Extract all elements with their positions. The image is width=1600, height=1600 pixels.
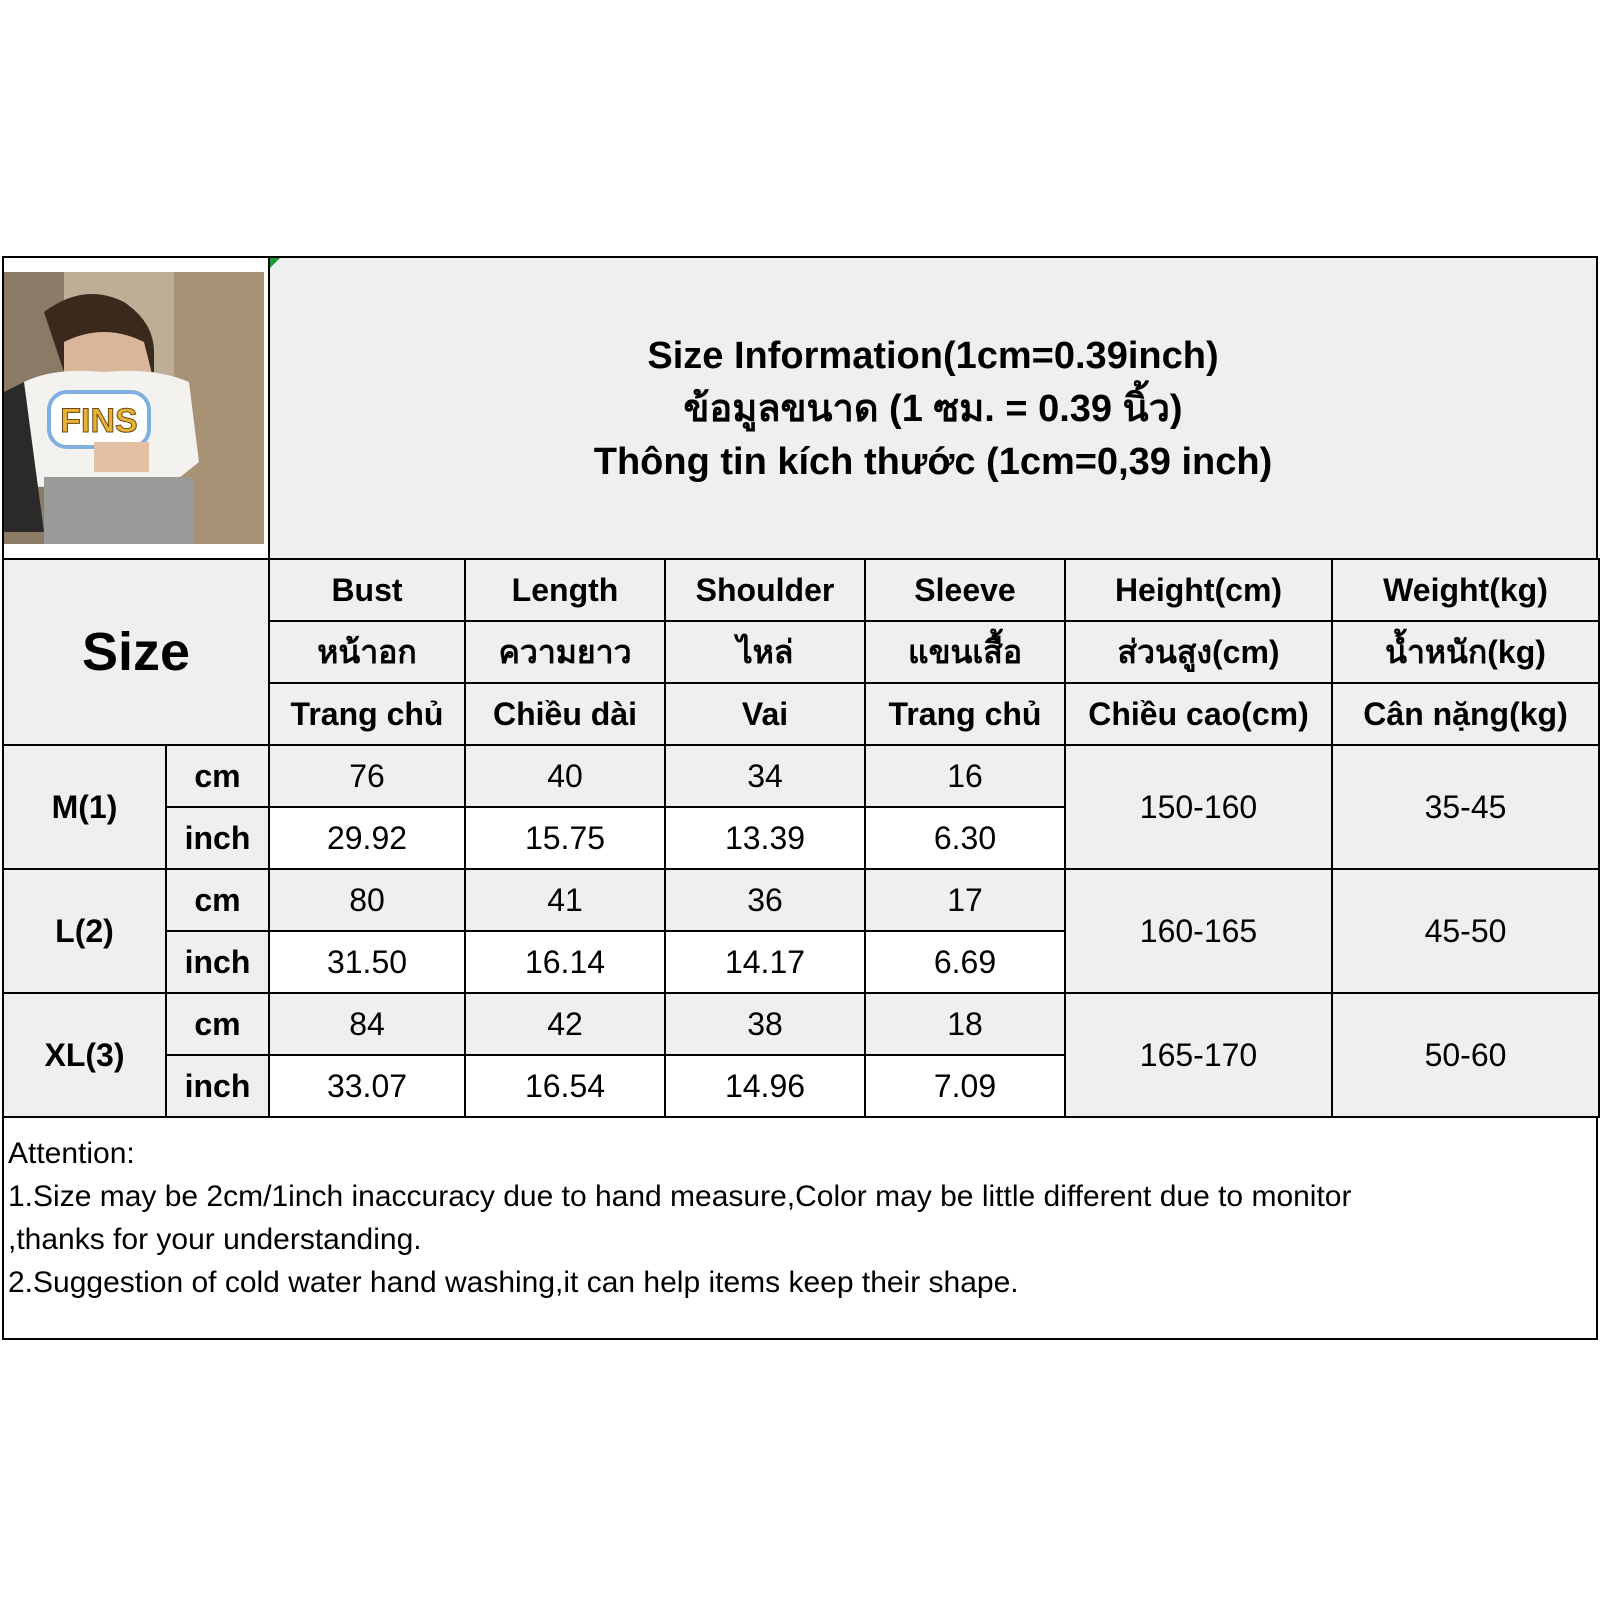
- weight-range: 50-60: [1332, 993, 1599, 1117]
- table-cell: 41: [465, 869, 665, 931]
- shirt-print-text: FINS: [60, 402, 138, 440]
- corner-marker: [270, 258, 280, 268]
- table-cell: 84: [269, 993, 465, 1055]
- col-header-vi: Trang chủ: [865, 683, 1065, 745]
- col-header-vi: Vai: [665, 683, 865, 745]
- note-line: 2.Suggestion of cold water hand washing,it can help items keep their shape.: [8, 1266, 1019, 1299]
- table-cell: 80: [269, 869, 465, 931]
- table-cell: 34: [665, 745, 865, 807]
- note-line: ,thanks for your understanding.: [8, 1223, 422, 1256]
- col-header-en: Shoulder: [665, 559, 865, 621]
- col-header-th: น้ำหนัก(kg): [1332, 621, 1599, 683]
- table-cell: 76: [269, 745, 465, 807]
- col-header-vi: Chiều dài: [465, 683, 665, 745]
- col-header-en: Weight(kg): [1332, 559, 1599, 621]
- table-cell: 29.92: [269, 807, 465, 869]
- col-header-th: หน้าอก: [269, 621, 465, 683]
- unit-cm: cm: [166, 993, 269, 1055]
- table-cell: 7.09: [865, 1055, 1065, 1117]
- table-cell: 31.50: [269, 931, 465, 993]
- height-range: 160-165: [1065, 869, 1332, 993]
- table-cell: 6.30: [865, 807, 1065, 869]
- col-header-en: Length: [465, 559, 665, 621]
- col-header-th: แขนเสื้อ: [865, 621, 1065, 683]
- size-label: M(1): [3, 745, 166, 869]
- col-header-en: Bust: [269, 559, 465, 621]
- note-line: 1.Size may be 2cm/1inch inaccuracy due to hand measure,Color may be little different due to monitor: [8, 1180, 1352, 1213]
- unit-inch: inch: [166, 807, 269, 869]
- col-header-vi: Chiều cao(cm): [1065, 683, 1332, 745]
- notes-heading: Attention:: [8, 1137, 135, 1170]
- size-header: Size: [3, 559, 269, 745]
- weight-range: 35-45: [1332, 745, 1599, 869]
- table-cell: 16.54: [465, 1055, 665, 1117]
- product-photo: [4, 272, 264, 544]
- table-cell: 17: [865, 869, 1065, 931]
- col-header-vi: Trang chủ: [269, 683, 465, 745]
- table-cell: 36: [665, 869, 865, 931]
- col-header-th: ส่วนสูง(cm): [1065, 621, 1332, 683]
- col-header-en: Sleeve: [865, 559, 1065, 621]
- title-panel: [268, 258, 1596, 558]
- product-photo-illustration: [4, 272, 264, 544]
- table-cell: 18: [865, 993, 1065, 1055]
- col-header-en: Height(cm): [1065, 559, 1332, 621]
- title-vietnamese: Thông tin kích thước (1cm=0,39 inch): [593, 441, 1273, 483]
- height-range: 165-170: [1065, 993, 1332, 1117]
- attention-notes: [8, 1132, 1351, 1304]
- unit-inch: inch: [166, 1055, 269, 1117]
- table-cell: 16: [865, 745, 1065, 807]
- table-cell: 14.17: [665, 931, 865, 993]
- title-thai: ข้อมูลขนาด (1 ซม. = 0.39 นิ้ว): [683, 388, 1183, 430]
- table-cell: 16.14: [465, 931, 665, 993]
- table-cell: 14.96: [665, 1055, 865, 1117]
- col-header-th: ความยาว: [465, 621, 665, 683]
- size-label: L(2): [3, 869, 166, 993]
- weight-range: 45-50: [1332, 869, 1599, 993]
- col-header-vi: Cân nặng(kg): [1332, 683, 1599, 745]
- size-label: XL(3): [3, 993, 166, 1117]
- table-cell: 38: [665, 993, 865, 1055]
- col-header-th: ไหล่: [665, 621, 865, 683]
- table-cell: 40: [465, 745, 665, 807]
- height-range: 150-160: [1065, 745, 1332, 869]
- size-table: [2, 558, 1600, 1118]
- table-cell: 33.07: [269, 1055, 465, 1117]
- unit-cm: cm: [166, 869, 269, 931]
- table-cell: 13.39: [665, 807, 865, 869]
- unit-cm: cm: [166, 745, 269, 807]
- table-cell: 15.75: [465, 807, 665, 869]
- unit-inch: inch: [166, 931, 269, 993]
- title-english: Size Information(1cm=0.39inch): [647, 335, 1219, 377]
- table-cell: 6.69: [865, 931, 1065, 993]
- table-cell: 42: [465, 993, 665, 1055]
